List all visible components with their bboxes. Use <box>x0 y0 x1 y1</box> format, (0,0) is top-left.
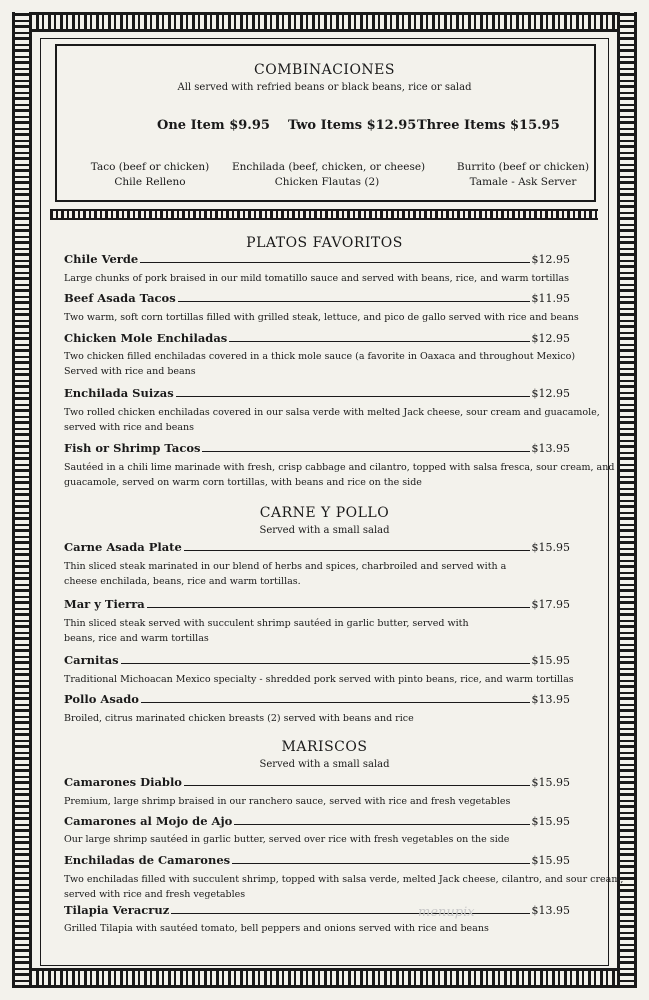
item-description: beans, rice and warm tortillas <box>64 633 209 644</box>
border-left <box>12 12 32 988</box>
leader-dots <box>121 663 530 664</box>
leader-dots <box>140 262 529 263</box>
menu-item <box>64 692 570 706</box>
item-description: cheese enchilada, beans, rice and warm tortillas. <box>64 576 301 587</box>
combo-item: Chicken Flautas (2) <box>274 176 380 188</box>
item-description: Thin sliced steak served with succulent shrimp sautéed in garlic butter, served with <box>64 618 469 629</box>
mariscos-title: MARISCOS <box>281 739 368 755</box>
item-price: $15.95 <box>531 854 570 867</box>
carne-title: CARNE Y POLLO <box>259 505 390 521</box>
carne-subtitle: Served with a small salad <box>259 525 390 536</box>
item-name: Carne Asada Plate <box>64 540 182 554</box>
item-price: $15.95 <box>531 776 570 789</box>
item-name: Camarones al Mojo de Ajo <box>64 814 233 828</box>
item-description: Sautéed in a chili lime marinade with fresh, crisp cabbage and cilantro, topped with salsa fresca, sour cream, and <box>64 462 615 473</box>
item-description: Large chunks of pork braised in our mild tomatillo sauce and served with beans, rice, and warm tortillas <box>64 273 570 284</box>
item-price: $13.95 <box>531 442 570 455</box>
item-description: Served with rice and beans <box>64 366 196 377</box>
combo-col-2 <box>232 160 426 190</box>
combo-item: Taco (beef or chicken) <box>90 161 210 173</box>
item-description: served with rice and fresh vegetables <box>64 889 246 900</box>
item-description: Premium, large shrimp braised in our ranchero sauce, served with rice and fresh vegetables <box>64 796 511 807</box>
leader-dots <box>202 451 529 452</box>
item-name: Tilapia Veracruz <box>64 903 170 917</box>
item-name: Enchiladas de Camarones <box>64 853 231 867</box>
divider-band <box>50 209 598 220</box>
combo-three-items: Three Items $15.95 <box>417 118 560 133</box>
item-description: Two enchiladas filled with succulent shrimp, topped with salsa verde, melted Jack cheese, cilantro, and sour cream, <box>64 874 624 885</box>
combinaciones-subtitle: All served with refried beans or black beans, rice or salad <box>177 82 472 93</box>
item-description: Two chicken filled enchiladas covered in a thick mole sauce (a favorite in Oaxaca and throughout Mexico) <box>64 351 576 362</box>
item-price: $12.95 <box>531 332 570 345</box>
item-description: served with rice and beans <box>64 422 195 433</box>
menu-item <box>64 252 570 266</box>
menu-item <box>64 814 570 828</box>
item-price: $13.95 <box>531 904 570 917</box>
leader-dots <box>229 341 529 342</box>
item-name: Chicken Mole Enchiladas <box>64 331 228 345</box>
border-right <box>617 12 637 988</box>
item-description: Two warm, soft corn tortillas filled with grilled steak, lettuce, and pico de gallo served with rice and beans <box>64 312 579 323</box>
menu-item <box>64 331 570 345</box>
menu-item <box>64 386 570 400</box>
menu-item <box>64 441 570 455</box>
leader-dots <box>176 396 530 397</box>
combo-item: Chile Relleno <box>114 176 186 188</box>
combo-col-1 <box>70 160 230 190</box>
item-name: Beef Asada Tacos <box>64 291 176 305</box>
menu-item <box>64 653 570 667</box>
menu-item <box>64 853 570 867</box>
leader-dots <box>178 301 530 302</box>
leader-dots <box>184 550 530 551</box>
combo-two-items: Two Items $12.95 <box>288 118 417 133</box>
item-description: guacamole, served on warm corn tortillas, with beans and rice on the side <box>64 477 422 488</box>
item-name: Mar y Tierra <box>64 597 145 611</box>
item-description: Traditional Michoacan Mexico specialty - shredded pork served with pinto beans, rice, and warm tortillas <box>64 674 574 685</box>
watermark: menupix <box>418 905 475 920</box>
leader-dots <box>184 785 530 786</box>
item-description: Broiled, citrus marinated chicken breasts (2) served with beans and rice <box>64 713 414 724</box>
menu-item <box>64 291 570 305</box>
menu-item <box>64 597 570 611</box>
leader-dots <box>232 863 529 864</box>
item-description: Thin sliced steak marinated in our blend of herbs and spices, charbroiled and served with a <box>64 561 507 572</box>
mariscos-subtitle: Served with a small salad <box>259 759 390 770</box>
leader-dots <box>234 824 529 825</box>
item-price: $12.95 <box>531 387 570 400</box>
item-name: Chile Verde <box>64 252 139 266</box>
item-name: Fish or Shrimp Tacos <box>64 441 201 455</box>
item-description: Two rolled chicken enchiladas covered in our salsa verde with melted Jack cheese, sour cream and guacamole, <box>64 407 600 418</box>
item-name: Carnitas <box>64 653 119 667</box>
combinaciones-title: COMBINACIONES <box>254 62 395 78</box>
border-bottom <box>12 968 637 988</box>
leader-dots <box>171 913 529 914</box>
menu-item <box>64 775 570 789</box>
leader-dots <box>141 702 530 703</box>
item-description: Grilled Tilapia with sautéed tomato, bell peppers and onions served with rice and beans <box>64 923 489 934</box>
combo-col-3 <box>448 160 598 190</box>
border-top <box>12 12 637 32</box>
menu-item <box>64 540 570 554</box>
leader-dots <box>147 607 530 608</box>
combo-item: Burrito (beef or chicken) <box>456 161 590 173</box>
item-price: $15.95 <box>531 654 570 667</box>
platos-title: PLATOS FAVORITOS <box>246 235 403 251</box>
item-description: Our large shrimp sautéed in garlic butter, served over rice with fresh vegetables on the side <box>64 834 510 845</box>
item-price: $12.95 <box>531 253 570 266</box>
menu-item <box>64 903 570 917</box>
combo-item: Enchilada (beef, chicken, or cheese) <box>232 161 426 173</box>
item-name: Camarones Diablo <box>64 775 182 789</box>
item-price: $17.95 <box>531 598 570 611</box>
item-price: $13.95 <box>531 693 570 706</box>
combo-item: Tamale - Ask Server <box>469 176 577 188</box>
combo-one-item: One Item $9.95 <box>157 118 270 133</box>
item-price: $15.95 <box>531 541 570 554</box>
item-price: $15.95 <box>531 815 570 828</box>
item-name: Pollo Asado <box>64 692 139 706</box>
item-name: Enchilada Suizas <box>64 386 174 400</box>
item-price: $11.95 <box>531 292 570 305</box>
